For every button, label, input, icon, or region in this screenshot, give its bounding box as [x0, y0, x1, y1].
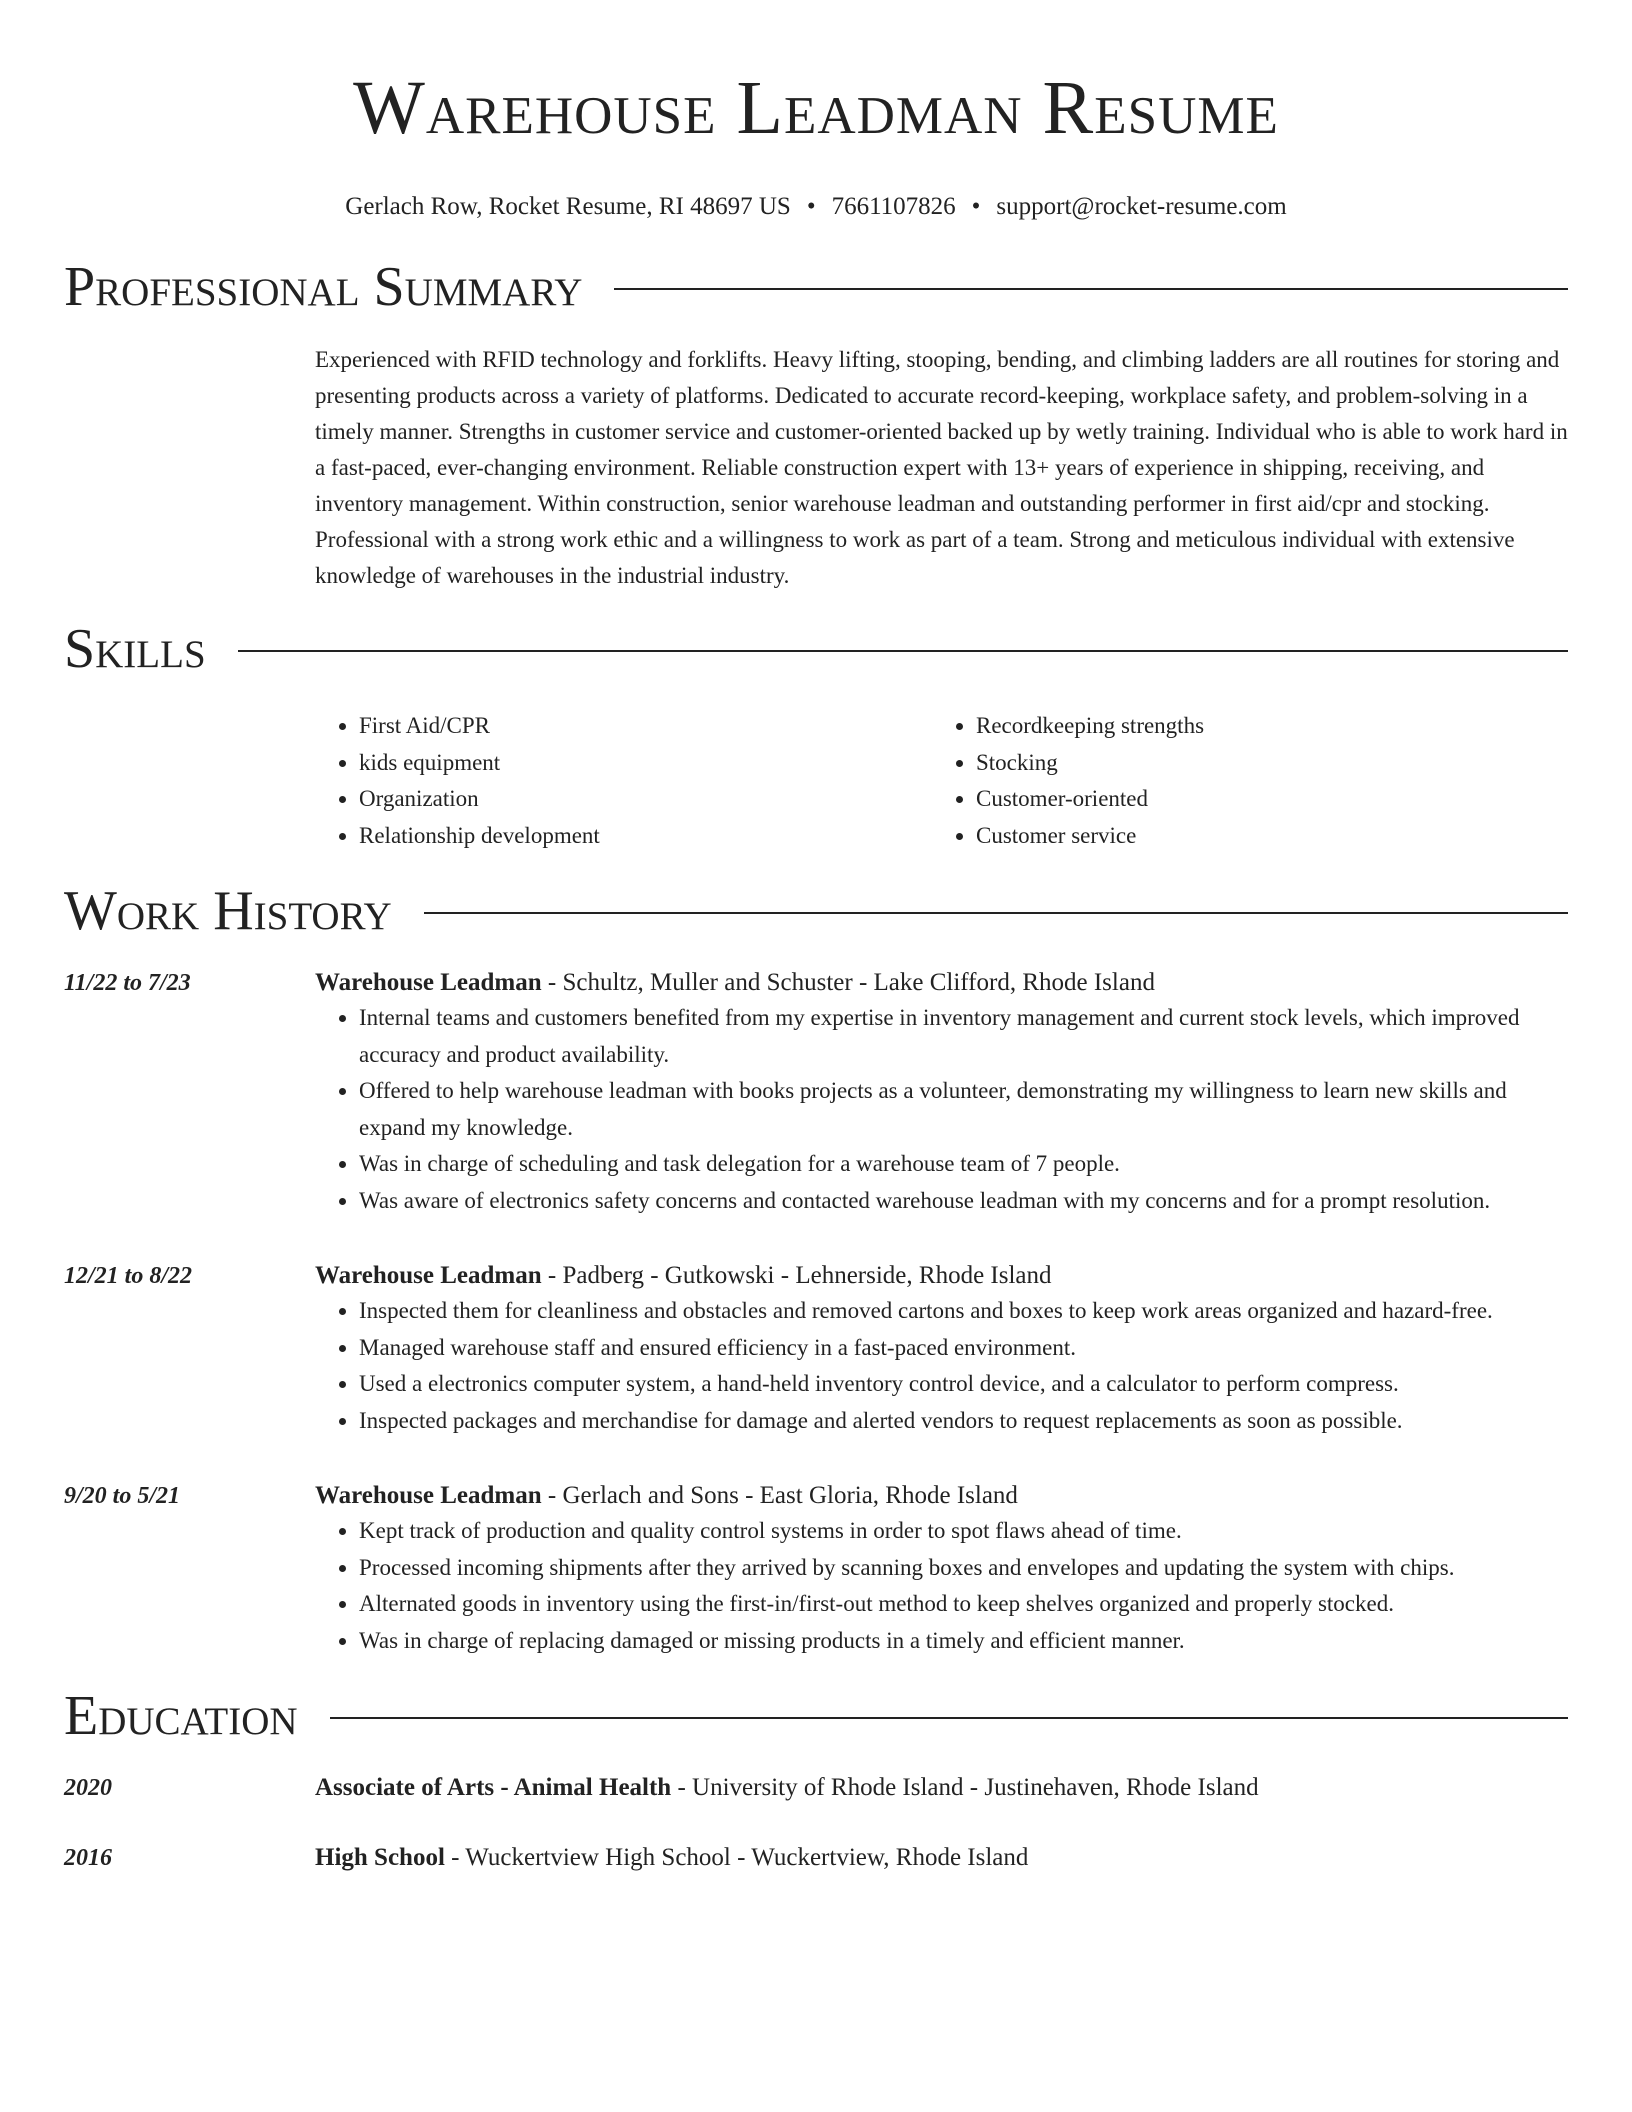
education-school: - Wuckertview High School - Wuckertview, Rhode Island — [444, 1844, 1029, 1871]
work-entry-body — [315, 1259, 1568, 1439]
skills-section-title: Skills — [64, 618, 206, 680]
contact-separator: • — [971, 193, 981, 220]
education-entry-body — [315, 1841, 1568, 1875]
skill-item: • Stocking — [976, 745, 1549, 782]
summary-text: Experienced with RFID technology and forklifts. Heavy lifting, stooping, bending, and climbing ladders are all routines for storing and presenting products across a variety of platforms. Dedicated to accurate record-keeping, workplace safety, and problem-solving in a timely manner. Strengths in customer service and customer-oriented backed up by wetly training. Individual who is able to work hard in a fast-paced, ever-changing environment. Reliable construction expert with 13+ years of experience in shipping, receiving, and inventory management. Within construction, senior warehouse leadman and outstanding performer in first aid/cpr and stocking. Professional with a strong work ethic and a willingness to work as part of a team. Strong and meticulous individual with extensive knowledge of warehouses in the industrial industry. — [315, 347, 1568, 588]
contact-separator: • — [806, 193, 816, 220]
resume-title: Warehouse Leadman Resume — [353, 66, 1279, 150]
work-entry-bullets — [315, 1293, 1568, 1439]
education-entry — [64, 1771, 1568, 1805]
education-degree: Associate of Arts - Animal Health — [315, 1774, 672, 1801]
skill-item: • Recordkeeping strengths — [976, 708, 1549, 745]
work-bullet: • Internal teams and customers benefited from my expertise in inventory management and current stock levels, which improved accuracy and product availability. — [359, 1000, 1568, 1073]
work-entry-heading — [315, 966, 1568, 1000]
work-entry-body — [315, 966, 1568, 1219]
education-school: - University of Rhode Island - Justinehaven, Rhode Island — [671, 1774, 1259, 1801]
skill-item: • Customer-oriented — [976, 781, 1549, 818]
work-entry-employer: - Gerlach and Sons - East Gloria, Rhode Island — [541, 1482, 1018, 1509]
contact-phone: 7661107826 — [831, 193, 956, 220]
work-entry-heading — [315, 1479, 1568, 1513]
education-entry-heading — [315, 1771, 1568, 1805]
work-entry — [64, 966, 1568, 1219]
work-entry-role: Warehouse Leadman — [315, 1482, 542, 1509]
work-entry-role: Warehouse Leadman — [315, 1262, 542, 1289]
education-entry-heading — [315, 1841, 1568, 1875]
work-entry-employer: - Schultz, Muller and Schuster - Lake Clifford, Rhode Island — [541, 969, 1155, 996]
work-entry-date: 12/21 to 8/22 — [64, 1263, 193, 1289]
education-entry-date: 2016 — [64, 1845, 112, 1871]
summary-section-header — [64, 254, 1568, 320]
work-entry-bullets — [315, 1513, 1568, 1659]
work-entry-date: 9/20 to 5/21 — [64, 1483, 181, 1509]
work-bullet: • Was in charge of replacing damaged or missing products in a timely and efficient manner. — [359, 1623, 1568, 1660]
work-bullet: • Managed warehouse staff and ensured efficiency in a fast-paced environment. — [359, 1330, 1568, 1367]
education-section-header — [64, 1683, 1568, 1749]
work-bullet: • Was aware of electronics safety concerns and contacted warehouse leadman with my concerns and for a prompt resolution. — [359, 1183, 1568, 1220]
section-divider — [424, 912, 1568, 914]
contact-line — [64, 190, 1568, 224]
skill-item: • Customer service — [976, 818, 1549, 855]
summary-section-title: Professional Summary — [64, 256, 583, 318]
work-bullet: • Kept track of production and quality control systems in order to spot flaws ahead of time. — [359, 1513, 1568, 1550]
education-section-title: Education — [64, 1685, 298, 1747]
work-entry-employer: - Padberg - Gutkowski - Lehnerside, Rhode Island — [541, 1262, 1052, 1289]
work-entry-date: 11/22 to 7/23 — [64, 970, 191, 996]
work-bullet: • Processed incoming shipments after they arrived by scanning boxes and envelopes and updating the system with chips. — [359, 1550, 1568, 1587]
work-bullet: • Inspected them for cleanliness and obstacles and removed cartons and boxes to keep work areas organized and hazard-free. — [359, 1293, 1568, 1330]
skill-item: • Relationship development — [359, 818, 932, 855]
contact-email: support@rocket-resume.com — [996, 193, 1287, 220]
section-divider — [238, 650, 1568, 652]
work-entry — [64, 1479, 1568, 1659]
skills-column-left — [315, 708, 932, 854]
work-bullet: • Was in charge of scheduling and task delegation for a warehouse team of 7 people. — [359, 1146, 1568, 1183]
education-degree: High School — [315, 1844, 445, 1871]
skill-item: • kids equipment — [359, 745, 932, 782]
skills-list — [315, 708, 1568, 854]
work-entry-heading — [315, 1259, 1568, 1293]
education-entry-body — [315, 1771, 1568, 1805]
work-bullet: • Offered to help warehouse leadman with books projects as a volunteer, demonstrating my willingness to learn new skills and expand my knowledge. — [359, 1073, 1568, 1146]
work-bullet: • Inspected packages and merchandise for damage and alerted vendors to request replacements as soon as possible. — [359, 1403, 1568, 1440]
work-entry-body — [315, 1479, 1568, 1659]
contact-address: Gerlach Row, Rocket Resume, RI 48697 US — [345, 193, 791, 220]
skill-item: • Organization — [359, 781, 932, 818]
work-entry-role: Warehouse Leadman — [315, 969, 542, 996]
skills-section-header — [64, 616, 1568, 682]
work-entry-bullets — [315, 1000, 1568, 1219]
skills-column-right — [932, 708, 1549, 854]
section-divider — [330, 1717, 1568, 1719]
work-bullet: • Alternated goods in inventory using the first-in/first-out method to keep shelves organized and properly stocked. — [359, 1586, 1568, 1623]
section-divider — [614, 288, 1568, 290]
work-bullet: • Used a electronics computer system, a hand-held inventory control device, and a calculator to perform compress. — [359, 1366, 1568, 1403]
education-entry — [64, 1841, 1568, 1875]
skill-item: • First Aid/CPR — [359, 708, 932, 745]
education-entry-date: 2020 — [64, 1775, 112, 1801]
work-section-header — [64, 878, 1568, 944]
work-entry — [64, 1259, 1568, 1439]
work-section-title: Work History — [64, 880, 392, 942]
